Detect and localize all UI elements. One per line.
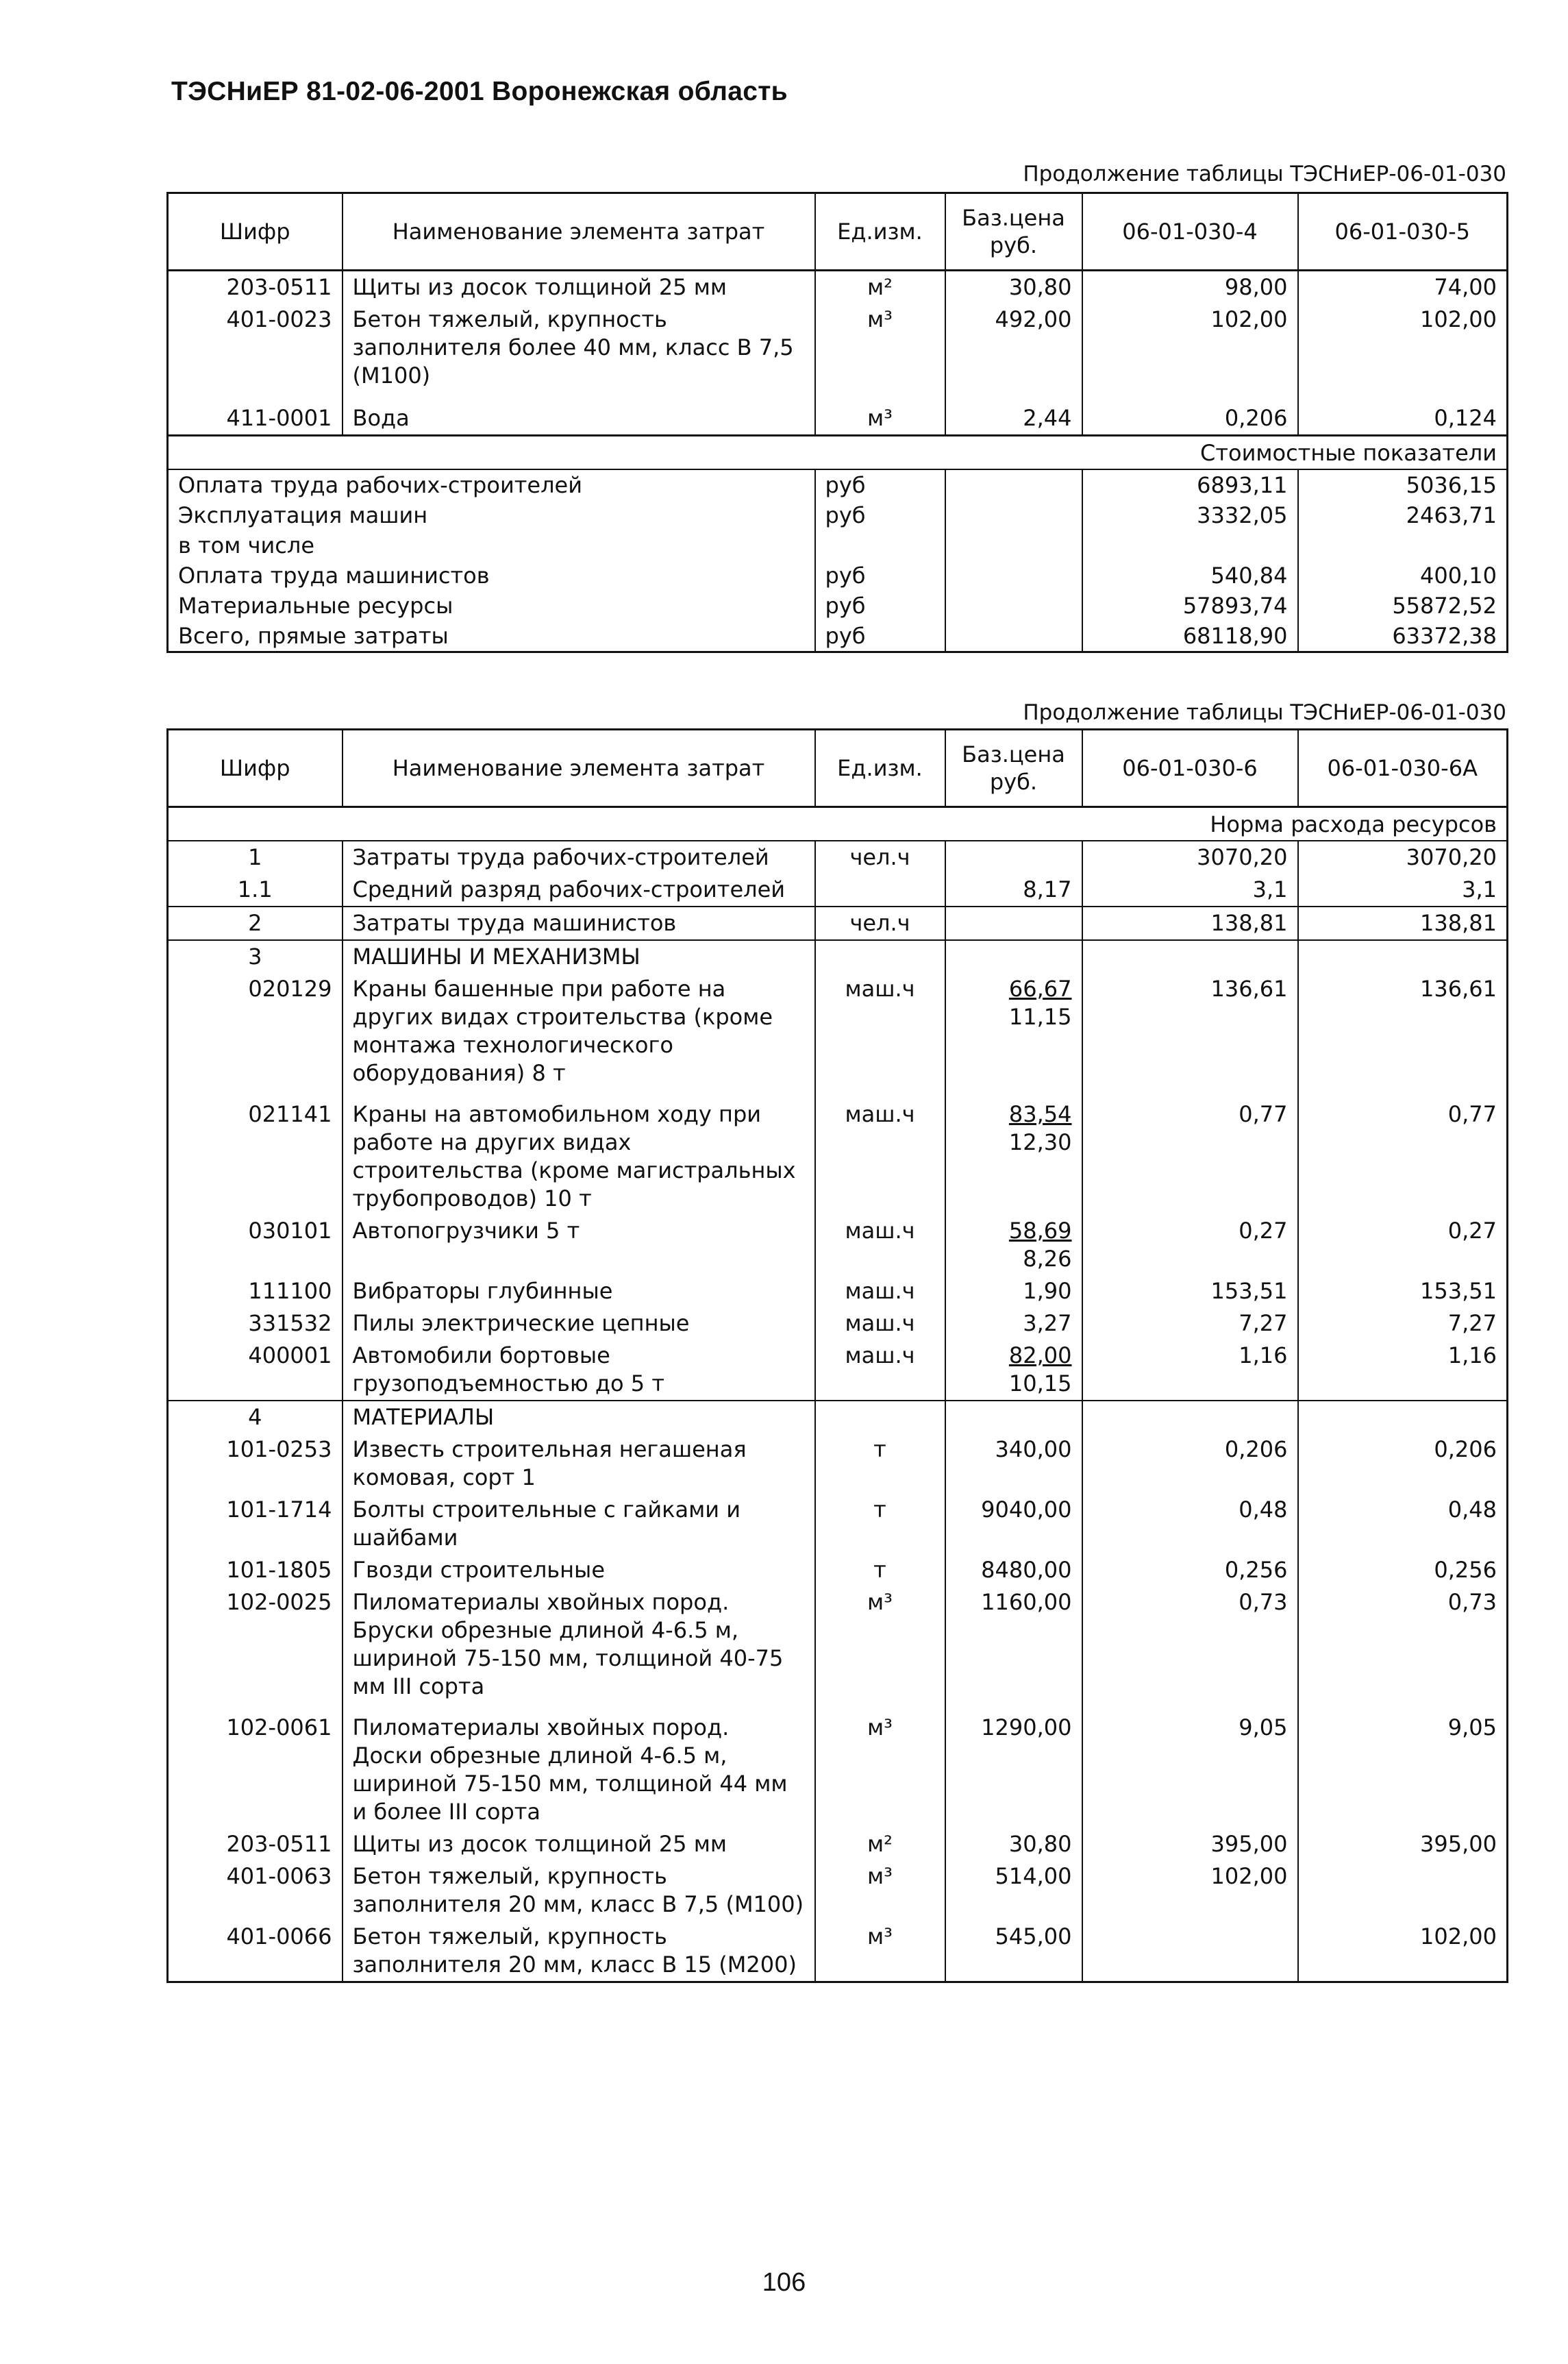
resource-code: 331532 (168, 1307, 343, 1340)
resource-name: Средний разряд рабочих-строителей (343, 874, 815, 907)
resource-name: Болты строительные с гайками и шайбами (343, 1494, 815, 1554)
price-cell (945, 469, 1082, 500)
unit-cell: руб (815, 469, 945, 500)
unit-cell: маш.ч (815, 1340, 945, 1401)
value-cell-b: 0,73 (1298, 1586, 1508, 1703)
unit-cell: т (815, 1433, 945, 1494)
resource-code: 101-1714 (168, 1494, 343, 1554)
value-cell-a: 6893,11 (1082, 469, 1298, 500)
unit-cell: м³ (815, 1860, 945, 1921)
price-value: 58,69 (1008, 1218, 1072, 1244)
unit-cell: чел.ч (815, 841, 945, 874)
price-cell: 1290,00 (945, 1703, 1082, 1828)
resource-table (166, 728, 1508, 1983)
value-cell-b (1298, 940, 1508, 973)
resource-code: 401-0063 (168, 1860, 343, 1921)
table-row (168, 402, 1508, 436)
price-cell: 3,27 (945, 1307, 1082, 1340)
resource-name: Пиломатериалы хвойных пород. Бруски обрезные длиной 4-6.5 м, шириной 75-150 мм, толщиной 40-75 мм III сорта (343, 1586, 815, 1703)
resource-name: Щиты из досок толщиной 25 мм (343, 1828, 815, 1860)
price-cell (945, 1401, 1082, 1433)
value-cell-a (1082, 940, 1298, 973)
header-unit: Ед.изм. (815, 730, 945, 807)
value-cell-b: 153,51 (1298, 1275, 1508, 1307)
value-cell-a: 0,27 (1082, 1215, 1298, 1275)
cost-row (168, 530, 1508, 561)
value-cell-a: 102,00 (1082, 304, 1298, 402)
resource-code: 401-0066 (168, 1921, 343, 1982)
cost-row (168, 469, 1508, 500)
unit-cell: маш.ч (815, 1215, 945, 1275)
value-cell-b: 102,00 (1298, 304, 1508, 402)
value-cell-b: 400,10 (1298, 561, 1508, 591)
value-cell-a: 3,1 (1082, 874, 1298, 907)
price-cell: 2,44 (945, 402, 1082, 436)
price-value: 83,54 (1008, 1101, 1072, 1127)
value-cell-b: 0,124 (1298, 402, 1508, 436)
resource-name: Автопогрузчики 5 т (343, 1215, 815, 1275)
value-cell-b: 74,00 (1298, 271, 1508, 304)
header-col-b: 06-01-030-6А (1298, 730, 1508, 807)
resource-code: 203-0511 (168, 271, 343, 304)
price-cell: 9040,00 (945, 1494, 1082, 1554)
value-cell-a: 0,77 (1082, 1089, 1298, 1215)
header-name: Наименование элемента затрат (343, 730, 815, 807)
resource-code: 1.1 (168, 874, 343, 907)
header-code: Шифр (168, 730, 343, 807)
price-cell: 30,80 (945, 1828, 1082, 1860)
value-cell-a: 0,256 (1082, 1554, 1298, 1586)
resource-name: Бетон тяжелый, крупность заполнителя более 40 мм, класс В 7,5 (М100) (343, 304, 815, 402)
table-row (168, 304, 1508, 402)
section-row (168, 436, 1508, 470)
table-header-row (168, 193, 1508, 271)
cost-name: Всего, прямые затраты (168, 621, 815, 652)
cost-row (168, 591, 1508, 621)
resource-name: МАШИНЫ И МЕХАНИЗМЫ (343, 940, 815, 973)
resource-name: Щиты из досок толщиной 25 мм (343, 271, 815, 304)
cost-row (168, 500, 1508, 530)
cost-table (166, 192, 1508, 653)
price-cell: 8480,00 (945, 1554, 1082, 1586)
value-cell-b: 55872,52 (1298, 591, 1508, 621)
resource-code: 203-0511 (168, 1828, 343, 1860)
value-cell-b (1298, 1860, 1508, 1921)
value-cell-b: 0,48 (1298, 1494, 1508, 1554)
table-row (168, 1089, 1508, 1215)
cost-name: Оплата труда рабочих-строителей (168, 469, 815, 500)
value-cell-b: 0,206 (1298, 1433, 1508, 1494)
unit-cell: м³ (815, 1703, 945, 1828)
value-cell-b: 9,05 (1298, 1703, 1508, 1828)
value-cell-b: 395,00 (1298, 1828, 1508, 1860)
unit-cell (815, 1401, 945, 1433)
unit-cell: маш.ч (815, 1089, 945, 1215)
table-row (168, 1340, 1508, 1401)
resource-code: 030101 (168, 1215, 343, 1275)
table-row (168, 1275, 1508, 1307)
value-cell-a: 7,27 (1082, 1307, 1298, 1340)
price-cell (945, 1215, 1082, 1275)
unit-cell: маш.ч (815, 1275, 945, 1307)
table-header-row (168, 730, 1508, 807)
unit-cell: м³ (815, 1586, 945, 1703)
cost-name: Оплата труда машинистов (168, 561, 815, 591)
table-row (168, 907, 1508, 940)
resource-name: Пиломатериалы хвойных пород. Доски обрезные длиной 4-6.5 м, шириной 75-150 мм, толщиной 44 мм и более III сорта (343, 1703, 815, 1828)
unit-cell: м² (815, 271, 945, 304)
price-cell (945, 591, 1082, 621)
unit-cell: м³ (815, 304, 945, 402)
value-cell-a: 0,206 (1082, 1433, 1298, 1494)
value-cell-b: 102,00 (1298, 1921, 1508, 1982)
price-cell (945, 561, 1082, 591)
table-row (168, 940, 1508, 973)
value-cell-b: 136,61 (1298, 973, 1508, 1089)
page-title: ТЭСНиЕР 81-02-06-2001 Воронежская область (171, 77, 788, 106)
unit-cell: т (815, 1554, 945, 1586)
resource-code: 401-0023 (168, 304, 343, 402)
table-row (168, 1401, 1508, 1433)
cost-row (168, 621, 1508, 652)
price-cell (945, 1089, 1082, 1215)
unit-cell: руб (815, 500, 945, 530)
value-cell-b: 0,256 (1298, 1554, 1508, 1586)
table-row (168, 874, 1508, 907)
resource-code: 021141 (168, 1089, 343, 1215)
resource-code: 3 (168, 940, 343, 973)
resource-code: 1 (168, 841, 343, 874)
table-caption: Продолжение таблицы ТЭСНиЕР-06-01-030 (1023, 162, 1506, 186)
unit-cell: маш.ч (815, 1307, 945, 1340)
price-cell: 1,90 (945, 1275, 1082, 1307)
table-row (168, 1860, 1508, 1921)
price-cell: 1160,00 (945, 1586, 1082, 1703)
cost-name: в том числе (168, 530, 815, 561)
resource-name: Краны на автомобильном ходу при работе на других видах строительства (кроме магистральных трубопроводов) 10 т (343, 1089, 815, 1215)
page-number: 106 (762, 2268, 806, 2297)
price-secondary: 10,15 (1008, 1370, 1072, 1396)
resource-code: 020129 (168, 973, 343, 1089)
value-cell-a: 1,16 (1082, 1340, 1298, 1401)
cost-row (168, 561, 1508, 591)
table-row (168, 271, 1508, 304)
price-cell (945, 530, 1082, 561)
unit-cell: м³ (815, 1921, 945, 1982)
value-cell-b (1298, 530, 1508, 561)
price-secondary: 12,30 (1008, 1129, 1072, 1155)
value-cell-a: 0,48 (1082, 1494, 1298, 1554)
resource-code: 111100 (168, 1275, 343, 1307)
value-cell-a: 98,00 (1082, 271, 1298, 304)
unit-cell (815, 940, 945, 973)
value-cell-a: 68118,90 (1082, 621, 1298, 652)
value-cell-a: 0,206 (1082, 402, 1298, 436)
price-cell: 492,00 (945, 304, 1082, 402)
price-cell (945, 940, 1082, 973)
resource-name: Вода (343, 402, 815, 436)
value-cell-a: 102,00 (1082, 1860, 1298, 1921)
value-cell-b: 2463,71 (1298, 500, 1508, 530)
price-cell: 340,00 (945, 1433, 1082, 1494)
table-row (168, 1494, 1508, 1554)
cost-name: Эксплуатация машин (168, 500, 815, 530)
section-row (168, 807, 1508, 841)
resource-code: 4 (168, 1401, 343, 1433)
price-cell (945, 841, 1082, 874)
cost-name: Материальные ресурсы (168, 591, 815, 621)
value-cell-b (1298, 1401, 1508, 1433)
value-cell-b: 138,81 (1298, 907, 1508, 940)
unit-cell: м² (815, 1828, 945, 1860)
resource-code: 101-1805 (168, 1554, 343, 1586)
resource-code: 101-0253 (168, 1433, 343, 1494)
table-row (168, 1433, 1508, 1494)
header-price: Баз.цена руб. (945, 193, 1082, 271)
price-secondary: 11,15 (1008, 1004, 1072, 1030)
resource-name: МАТЕРИАЛЫ (343, 1401, 815, 1433)
price-cell (945, 621, 1082, 652)
resource-name: Известь строительная негашеная комовая, сорт 1 (343, 1433, 815, 1494)
unit-cell (815, 874, 945, 907)
price-cell (945, 907, 1082, 940)
resource-code: 400001 (168, 1340, 343, 1401)
price-cell (945, 500, 1082, 530)
resource-name: Бетон тяжелый, крупность заполнителя 20 мм, класс В 7,5 (М100) (343, 1860, 815, 1921)
value-cell-a: 138,81 (1082, 907, 1298, 940)
resource-code: 102-0061 (168, 1703, 343, 1828)
unit-cell: чел.ч (815, 907, 945, 940)
header-unit: Ед.изм. (815, 193, 945, 271)
table-row (168, 1586, 1508, 1703)
header-col-a: 06-01-030-4 (1082, 193, 1298, 271)
value-cell-a (1082, 1401, 1298, 1433)
resource-name: Краны башенные при работе на других видах строительства (кроме монтажа технологического оборудования) 8 т (343, 973, 815, 1089)
value-cell-b: 0,77 (1298, 1089, 1508, 1215)
value-cell-a: 540,84 (1082, 561, 1298, 591)
unit-cell: т (815, 1494, 945, 1554)
value-cell-a: 9,05 (1082, 1703, 1298, 1828)
value-cell-b: 63372,38 (1298, 621, 1508, 652)
price-secondary: 8,26 (1023, 1246, 1072, 1272)
value-cell-b: 3,1 (1298, 874, 1508, 907)
value-cell-a: 136,61 (1082, 973, 1298, 1089)
value-cell-a: 3332,05 (1082, 500, 1298, 530)
resource-code: 411-0001 (168, 402, 343, 436)
section-label: Норма расхода ресурсов (168, 807, 1508, 841)
unit-cell: м³ (815, 402, 945, 436)
unit-cell: руб (815, 561, 945, 591)
value-cell-a (1082, 530, 1298, 561)
value-cell-a: 153,51 (1082, 1275, 1298, 1307)
price-cell: 30,80 (945, 271, 1082, 304)
table-row (168, 1307, 1508, 1340)
value-cell-b: 7,27 (1298, 1307, 1508, 1340)
resource-code: 102-0025 (168, 1586, 343, 1703)
value-cell-a: 395,00 (1082, 1828, 1298, 1860)
price-cell (945, 1340, 1082, 1401)
price-cell: 8,17 (945, 874, 1082, 907)
value-cell-a: 3070,20 (1082, 841, 1298, 874)
price-cell: 514,00 (945, 1860, 1082, 1921)
header-col-b: 06-01-030-5 (1298, 193, 1508, 271)
resource-name: Затраты труда машинистов (343, 907, 815, 940)
table-row (168, 1703, 1508, 1828)
resource-name: Бетон тяжелый, крупность заполнителя 20 мм, класс В 15 (М200) (343, 1921, 815, 1982)
table-caption: Продолжение таблицы ТЭСНиЕР-06-01-030 (1023, 700, 1506, 725)
price-cell (945, 973, 1082, 1089)
resource-name: Вибраторы глубинные (343, 1275, 815, 1307)
header-code: Шифр (168, 193, 343, 271)
header-col-a: 06-01-030-6 (1082, 730, 1298, 807)
header-price: Баз.цена руб. (945, 730, 1082, 807)
table-row (168, 1921, 1508, 1982)
unit-cell: маш.ч (815, 973, 945, 1089)
unit-cell (815, 530, 945, 561)
table-row (168, 973, 1508, 1089)
table-row (168, 841, 1508, 874)
value-cell-b: 5036,15 (1298, 469, 1508, 500)
table-row (168, 1554, 1508, 1586)
value-cell-a: 57893,74 (1082, 591, 1298, 621)
resource-name: Пилы электрические цепные (343, 1307, 815, 1340)
resource-name: Автомобили бортовые грузоподъемностью до 5 т (343, 1340, 815, 1401)
resource-name: Затраты труда рабочих-строителей (343, 841, 815, 874)
resource-code: 2 (168, 907, 343, 940)
value-cell-b: 0,27 (1298, 1215, 1508, 1275)
value-cell-a (1082, 1921, 1298, 1982)
value-cell-b: 3070,20 (1298, 841, 1508, 874)
resource-name: Гвозди строительные (343, 1554, 815, 1586)
price-value: 82,00 (1008, 1342, 1072, 1368)
price-cell: 545,00 (945, 1921, 1082, 1982)
table-row (168, 1215, 1508, 1275)
value-cell-a: 0,73 (1082, 1586, 1298, 1703)
value-cell-b: 1,16 (1298, 1340, 1508, 1401)
header-name: Наименование элемента затрат (343, 193, 815, 271)
section-label: Стоимостные показатели (168, 436, 1508, 470)
unit-cell: руб (815, 621, 945, 652)
unit-cell: руб (815, 591, 945, 621)
table-row (168, 1828, 1508, 1860)
price-value: 66,67 (1008, 976, 1072, 1002)
